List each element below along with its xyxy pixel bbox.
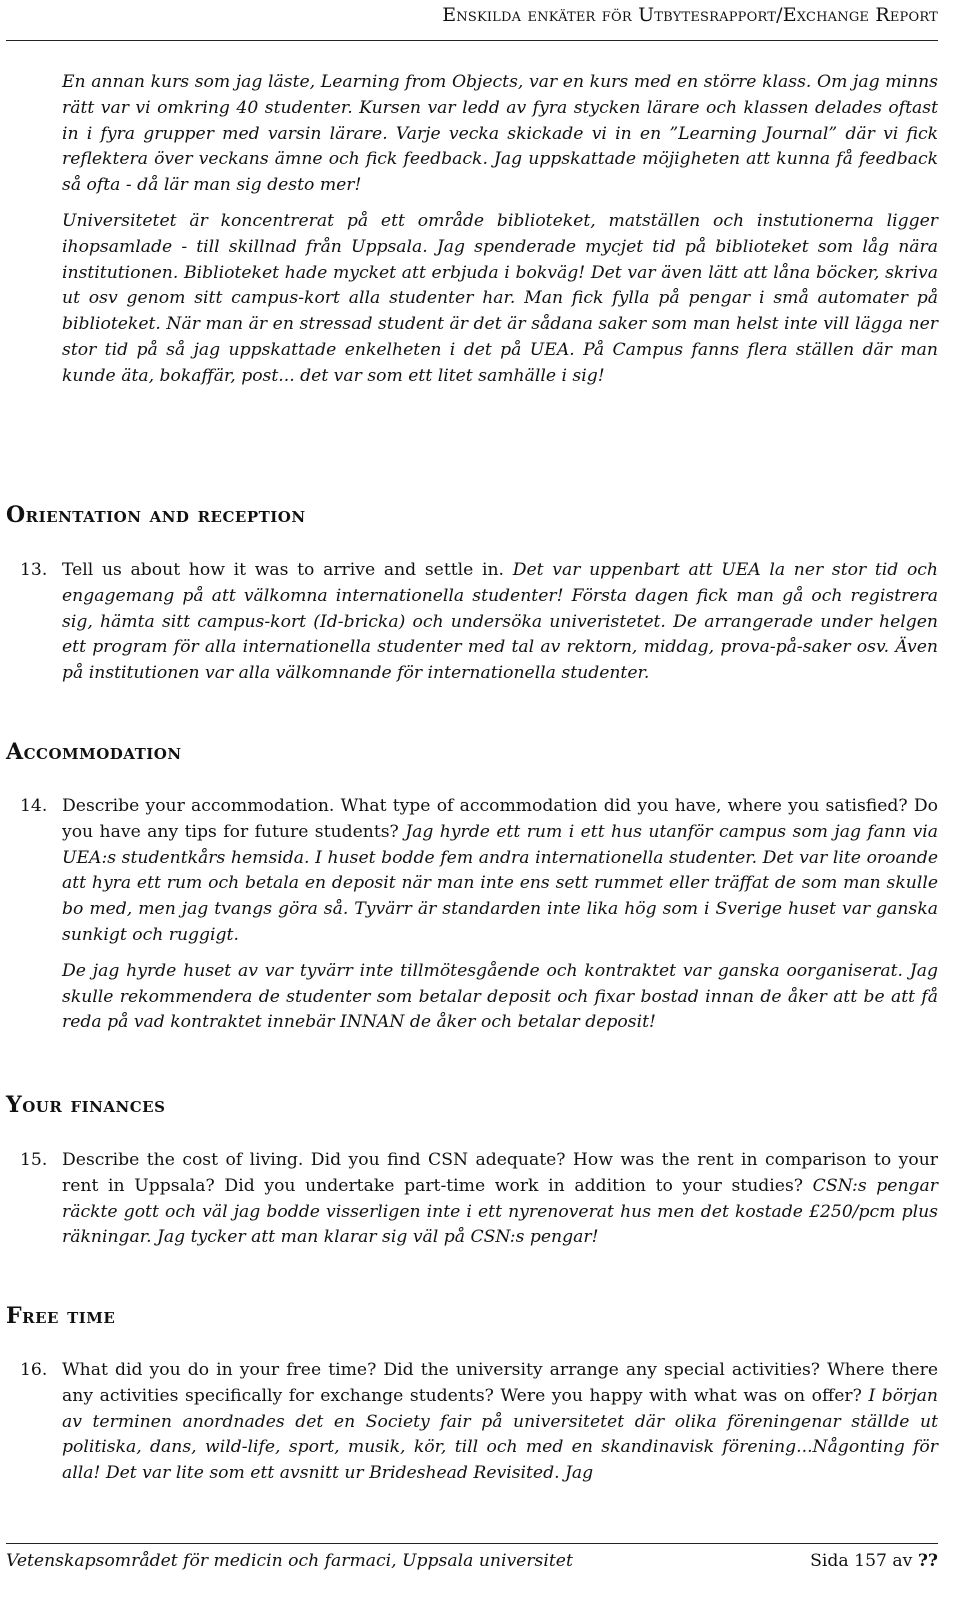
question-number: 16. bbox=[20, 1360, 48, 1380]
question-13 bbox=[20, 558, 938, 697]
intro-paragraph: En annan kurs som jag läste, Learning from Objects, var en kurs med en större klass. Om jag minns rätt var vi omkring 40 studenter. Kursen var ledd av fyra stycken lärare och klassen delades oftast in i fyra grupper med varsin lärare. Varje vecka skickade vi in en ”Learning Journal” där vi fick reflektera över veckans ämne och fick feedback. Jag uppskattade möjigheten att kunna få feedback så ofta - då lär man sig desto mer! bbox=[62, 72, 938, 196]
intro-text bbox=[62, 70, 938, 400]
question-text: Tell us about how it was to arrive and settle in. bbox=[62, 560, 505, 580]
footer-page-number bbox=[810, 1548, 938, 1574]
page-footer bbox=[6, 1548, 938, 1574]
answer-text: CSN:s pengar räckte gott och väl jag bodde visserligen inte i ett nyrenoverat hus men det kostade £250/pcm plus räkningar. Jag tycker att man klarar sig väl på CSN:s pengar! bbox=[62, 1175, 939, 1248]
intro-paragraph: Universitetet är koncentrerat på ett område biblioteket, matställen och instutionerna ligger ihopsamlade - till skillnad från Uppsala. Jag spenderade mycjet tid på biblioteket som låg nära institutionen. Biblioteket hade mycket att erbjuda i bokväg! Det var även lätt att låna böcker, skriva ut osv genom sitt campus-kort alla studenter har. Man fick fylla på pengar i små automater på biblioteket. När man är en stressad student är det är sådana saker som man helst inte vill lägga ner stor tid på så jag uppskattade enkelheten i det på UEA. På Campus fanns flera ställen där man kunde äta, bokaffär, post... det var som ett litet samhälle i sig! bbox=[62, 210, 938, 386]
footer-institution: Vetenskapsområdet för medicin och farmaci, Uppsala universitet bbox=[6, 1551, 573, 1571]
section-heading-free-time: Free time bbox=[6, 1303, 116, 1329]
question-text: Describe your accommodation. What type of accommodation did you have, where you satisfied? Do you have any tips for future students? bbox=[62, 796, 938, 842]
section-heading-orientation: Orientation and reception bbox=[6, 502, 306, 528]
header-rule bbox=[6, 40, 938, 41]
question-text: Describe the cost of living. Did you find CSN adequate? How was the rent in comparison to your rent in Uppsala? Did you undertake part-time work in addition to your studies? bbox=[62, 1150, 938, 1196]
section-heading-finances: Your finances bbox=[6, 1092, 166, 1118]
question-16 bbox=[20, 1358, 939, 1497]
question-text: What did you do in your free time? Did the university arrange any special activities? Where there any activities specifically for exchange students? Were you happy with what was on offer? bbox=[62, 1360, 938, 1406]
question-14 bbox=[20, 794, 938, 1046]
answer-text-continued: De jag hyrde huset av var tyvärr inte tillmötesgående och kontraktet var ganska oorganiserat. Jag skulle rekommendera de studenter som betalar deposit och fixar bostad innan de åker att be att få reda på vad kontraktet innebär INNAN de åker och betalar deposit! bbox=[62, 960, 938, 1033]
footer-rule bbox=[6, 1543, 938, 1544]
answer-text: Det var uppenbart att UEA la ner stor tid och engagemang på att välkomna internationella studenter! Första dagen fick man gå och registrera sig, hämta sitt campus-kort (Id-bricka) och undersöka univeristetet. De arrangerade under helgen ett program för alla internationella studenter med tal av rektorn, middag, prova-på-saker osv. Även på institutionen var alla välkomnande för internationella studenter. bbox=[62, 560, 938, 684]
question-15 bbox=[20, 1148, 939, 1261]
question-number: 15. bbox=[20, 1150, 48, 1170]
page-label: Sida 157 av bbox=[810, 1551, 913, 1571]
answer-text: I början av terminen anordnades det en Society fair på universitetet där olika föreningenar ställde ut politiska, dans, wild-life, sport, musik, kör, till och med en skandinavisk förening...Någonting för alla! Det var lite som ett avsnitt ur Brideshead Revisited. Jag bbox=[62, 1385, 939, 1484]
page-total: ?? bbox=[917, 1551, 938, 1571]
running-header: Enskilda enkäter för Utbytesrapport/Exchange Report bbox=[442, 4, 938, 26]
question-number: 13. bbox=[20, 560, 48, 580]
answer-text: Jag hyrde ett rum i ett hus utanför campus som jag fann via UEA:s studentkårs hemsida. I huset bodde fem andra internationella studenter. Det var lite oroande att hyra ett rum och betala en deposit när man inte ens sett rummet eller träffat de som man skulle bo med, men jag tvangs göra så. Tyvärr är standarden inte lika hög som i Sverige huset var ganska sunkigt och ruggigt. bbox=[62, 821, 938, 945]
question-number: 14. bbox=[20, 796, 48, 816]
section-heading-accommodation: Accommodation bbox=[6, 739, 182, 765]
